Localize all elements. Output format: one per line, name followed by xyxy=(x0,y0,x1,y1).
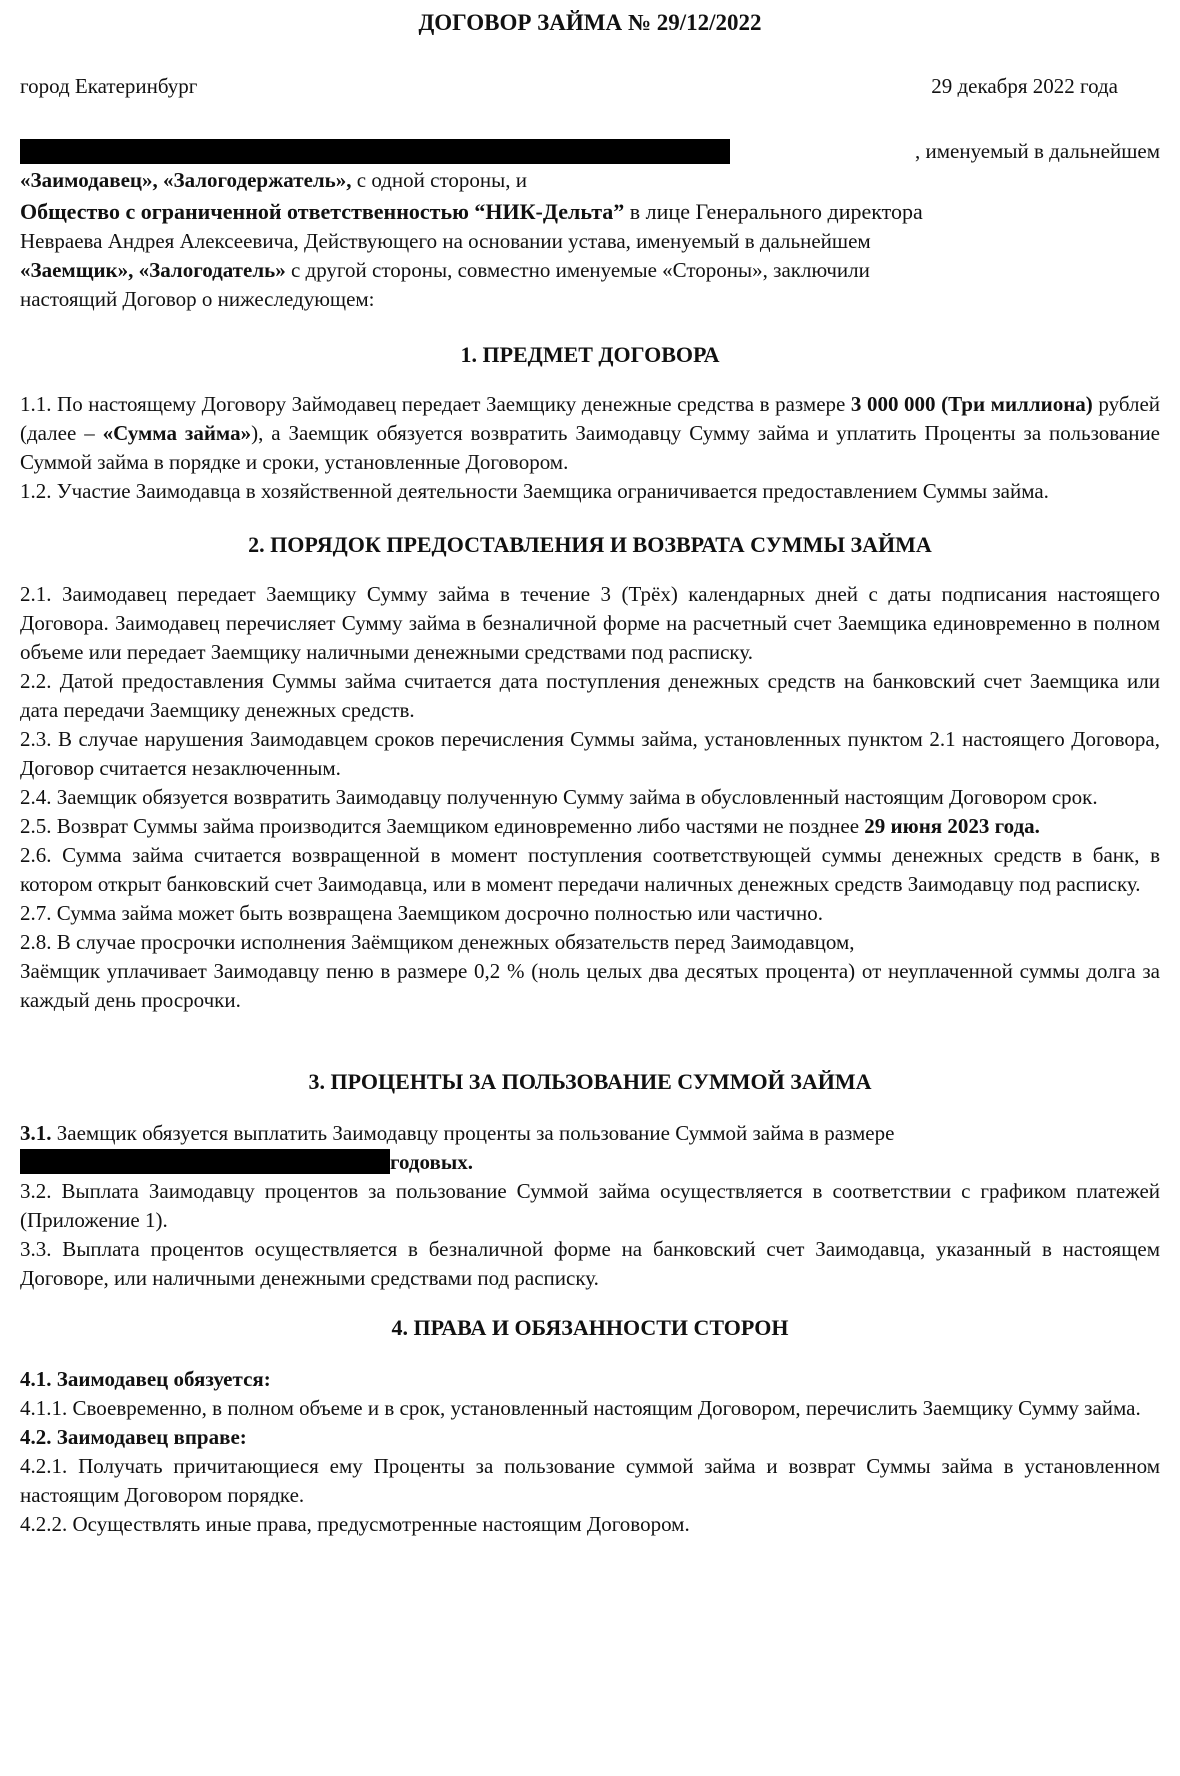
subsection-4-1: 4.1. Заимодавец обязуется: xyxy=(20,1367,271,1391)
borrower-name: Общество с ограниченной ответственностью “НИК-Дельта” xyxy=(20,199,625,224)
section-3-body xyxy=(20,1119,1160,1293)
clause-3-1-rate xyxy=(20,1148,1160,1177)
borrower-side: с другой стороны, совместно именуемые «Стороны», заключили xyxy=(285,258,870,282)
city: город Екатеринбург xyxy=(20,74,198,98)
clause-2-4: 2.4. Заемщик обязуется возвратить Заимодавцу полученную Сумму займа в обусловленный настоящим Договором срок. xyxy=(20,785,1098,809)
contract-title: ДОГОВОР ЗАЙМА № 29/12/2022 xyxy=(418,10,762,35)
borrower-roles: «Заемщик», «Залогодатель» xyxy=(20,258,286,282)
section-1-heading: 1. ПРЕДМЕТ ДОГОВОРА xyxy=(460,342,720,367)
borrower-rep-line2: Невраева Андрея Алексеевича, Действующего на основании устава, именуемый в дальнейшем xyxy=(20,229,871,253)
contract-date: 29 декабря 2022 года xyxy=(931,74,1118,98)
clause-4-2-2: 4.2.2. Осуществлять иные права, предусмотренные настоящим Договором. xyxy=(20,1512,690,1536)
parties-block xyxy=(20,137,1160,314)
clause-2-5 xyxy=(20,812,1160,841)
loan-amount-term: «Сумма займа» xyxy=(102,421,252,445)
repayment-deadline: 29 июня 2023 года. xyxy=(864,814,1040,838)
lender-side: с одной стороны, и xyxy=(351,168,527,192)
clause-1-2: 1.2. Участие Заимодавца в хозяйственной деятельности Заемщика ограничивается предоставлением Суммы займа. xyxy=(20,479,1049,503)
clause-4-2-1: 4.2.1. Получать причитающиеся ему Проценты за пользование суммой займа и возврат Суммы займа в установленном настоящим Договором порядке. xyxy=(20,1454,1160,1507)
clause-3-2: 3.2. Выплата Заимодавцу процентов за пользование Суммой займа осуществляется в соответствии с графиком платежей (Приложение 1). xyxy=(20,1179,1160,1232)
section-4-body xyxy=(20,1365,1160,1539)
clause-1-1 xyxy=(20,390,1160,477)
borrower-rep: в лице Генерального директора xyxy=(624,199,923,224)
lender-tail: , именуемый в дальнейшем xyxy=(914,139,1160,163)
clause-2-8-b: Заёмщик уплачивает Заимодавцу пеню в размере 0,2 % (ноль целых два десятых процента) от неуплаченной суммы долга за каждый день просрочки. xyxy=(20,959,1160,1012)
interest-rate-tail: годовых. xyxy=(390,1150,473,1174)
clause-2-1: 2.1. Заимодавец передает Заемщику Сумму займа в течение 3 (Трёх) календарных дней с даты подписания настоящего Договора. Заимодавец перечисляет Сумму займа в безналичной форме на расчетный счет Заемщика единовременно в полном объеме или передает Заемщику наличными денежными средствами под расписку. xyxy=(20,582,1160,664)
subsection-4-2: 4.2. Заимодавец вправе: xyxy=(20,1425,247,1449)
clause-3-1-number: 3.1. xyxy=(20,1121,52,1145)
clause-2-2: 2.2. Датой предоставления Суммы займа считается дата поступления денежных средств на банковский счет Заемщика или дата передачи Заемщику денежных средств. xyxy=(20,669,1160,722)
section-4-heading: 4. ПРАВА И ОБЯЗАННОСТИ СТОРОН xyxy=(391,1315,789,1340)
lender-roles: «Заимодавец», «Залогодержатель», xyxy=(20,168,352,192)
clause-2-3: 2.3. В случае нарушения Заимодавцем сроков перечисления Суммы займа, установленных пунктом 2.1 настоящего Договора, Договор считается незаключенным. xyxy=(20,727,1160,780)
place-date-line xyxy=(20,74,1160,99)
clause-1-1-text-c: ), а Заемщик обязуется возвратить Заимодавцу Сумму займа и уплатить Проценты за пользование Суммой займа в порядке и сроки, установленные Договором. xyxy=(20,421,1161,474)
clause-1-1-text-a: 1.1. По настоящему Договору Займодавец передает Заемщику денежные средства в размере xyxy=(20,392,851,416)
clause-2-8-a: 2.8. В случае просрочки исполнения Заёмщиком денежных обязательств перед Заимодавцом, xyxy=(20,930,855,954)
clause-1-1-text-b: рублей (далее – xyxy=(20,392,1161,445)
redacted-lender-name xyxy=(20,139,730,164)
clause-2-5-text: 2.5. Возврат Суммы займа производится Заемщиком единовременно либо частями не позднее xyxy=(20,814,865,838)
clause-2-7: 2.7. Сумма займа может быть возвращена Заемщиком досрочно полностью или частично. xyxy=(20,901,823,925)
clause-4-1-1: 4.1.1. Своевременно, в полном объеме и в срок, установленный настоящим Договором, перечислить Заемщику Сумму займа. xyxy=(20,1396,1141,1420)
clause-3-1 xyxy=(20,1119,1160,1148)
clause-2-6: 2.6. Сумма займа считается возвращенной в момент поступления соответствующей суммы денежных средств в банк, в котором открыт банковский счет Заимодавца, или в момент передачи наличных денежных средств Заимодавцу под расписку. xyxy=(20,843,1160,896)
clause-3-1-text: Заемщик обязуется выплатить Заимодавцу проценты за пользование Суммой займа в размере xyxy=(51,1121,895,1145)
section-2-heading: 2. ПОРЯДОК ПРЕДОСТАВЛЕНИЯ И ВОЗВРАТА СУММЫ ЗАЙМА xyxy=(248,532,932,557)
intro-closing: настоящий Договор о нижеследующем: xyxy=(20,287,375,311)
section-3-heading: 3. ПРОЦЕНТЫ ЗА ПОЛЬЗОВАНИЕ СУММОЙ ЗАЙМА xyxy=(308,1069,872,1094)
loan-amount: 3 000 000 xyxy=(850,392,936,416)
section-2-body xyxy=(20,580,1160,1015)
section-1-body xyxy=(20,390,1160,506)
loan-amount-words: (Три миллиона) xyxy=(941,392,1093,416)
redacted-interest-rate xyxy=(20,1149,390,1174)
clause-3-3: 3.3. Выплата процентов осуществляется в безналичной форме на банковский счет Заимодавца, указанный в настоящем Договоре, или наличными денежными средствами под расписку. xyxy=(20,1237,1160,1290)
